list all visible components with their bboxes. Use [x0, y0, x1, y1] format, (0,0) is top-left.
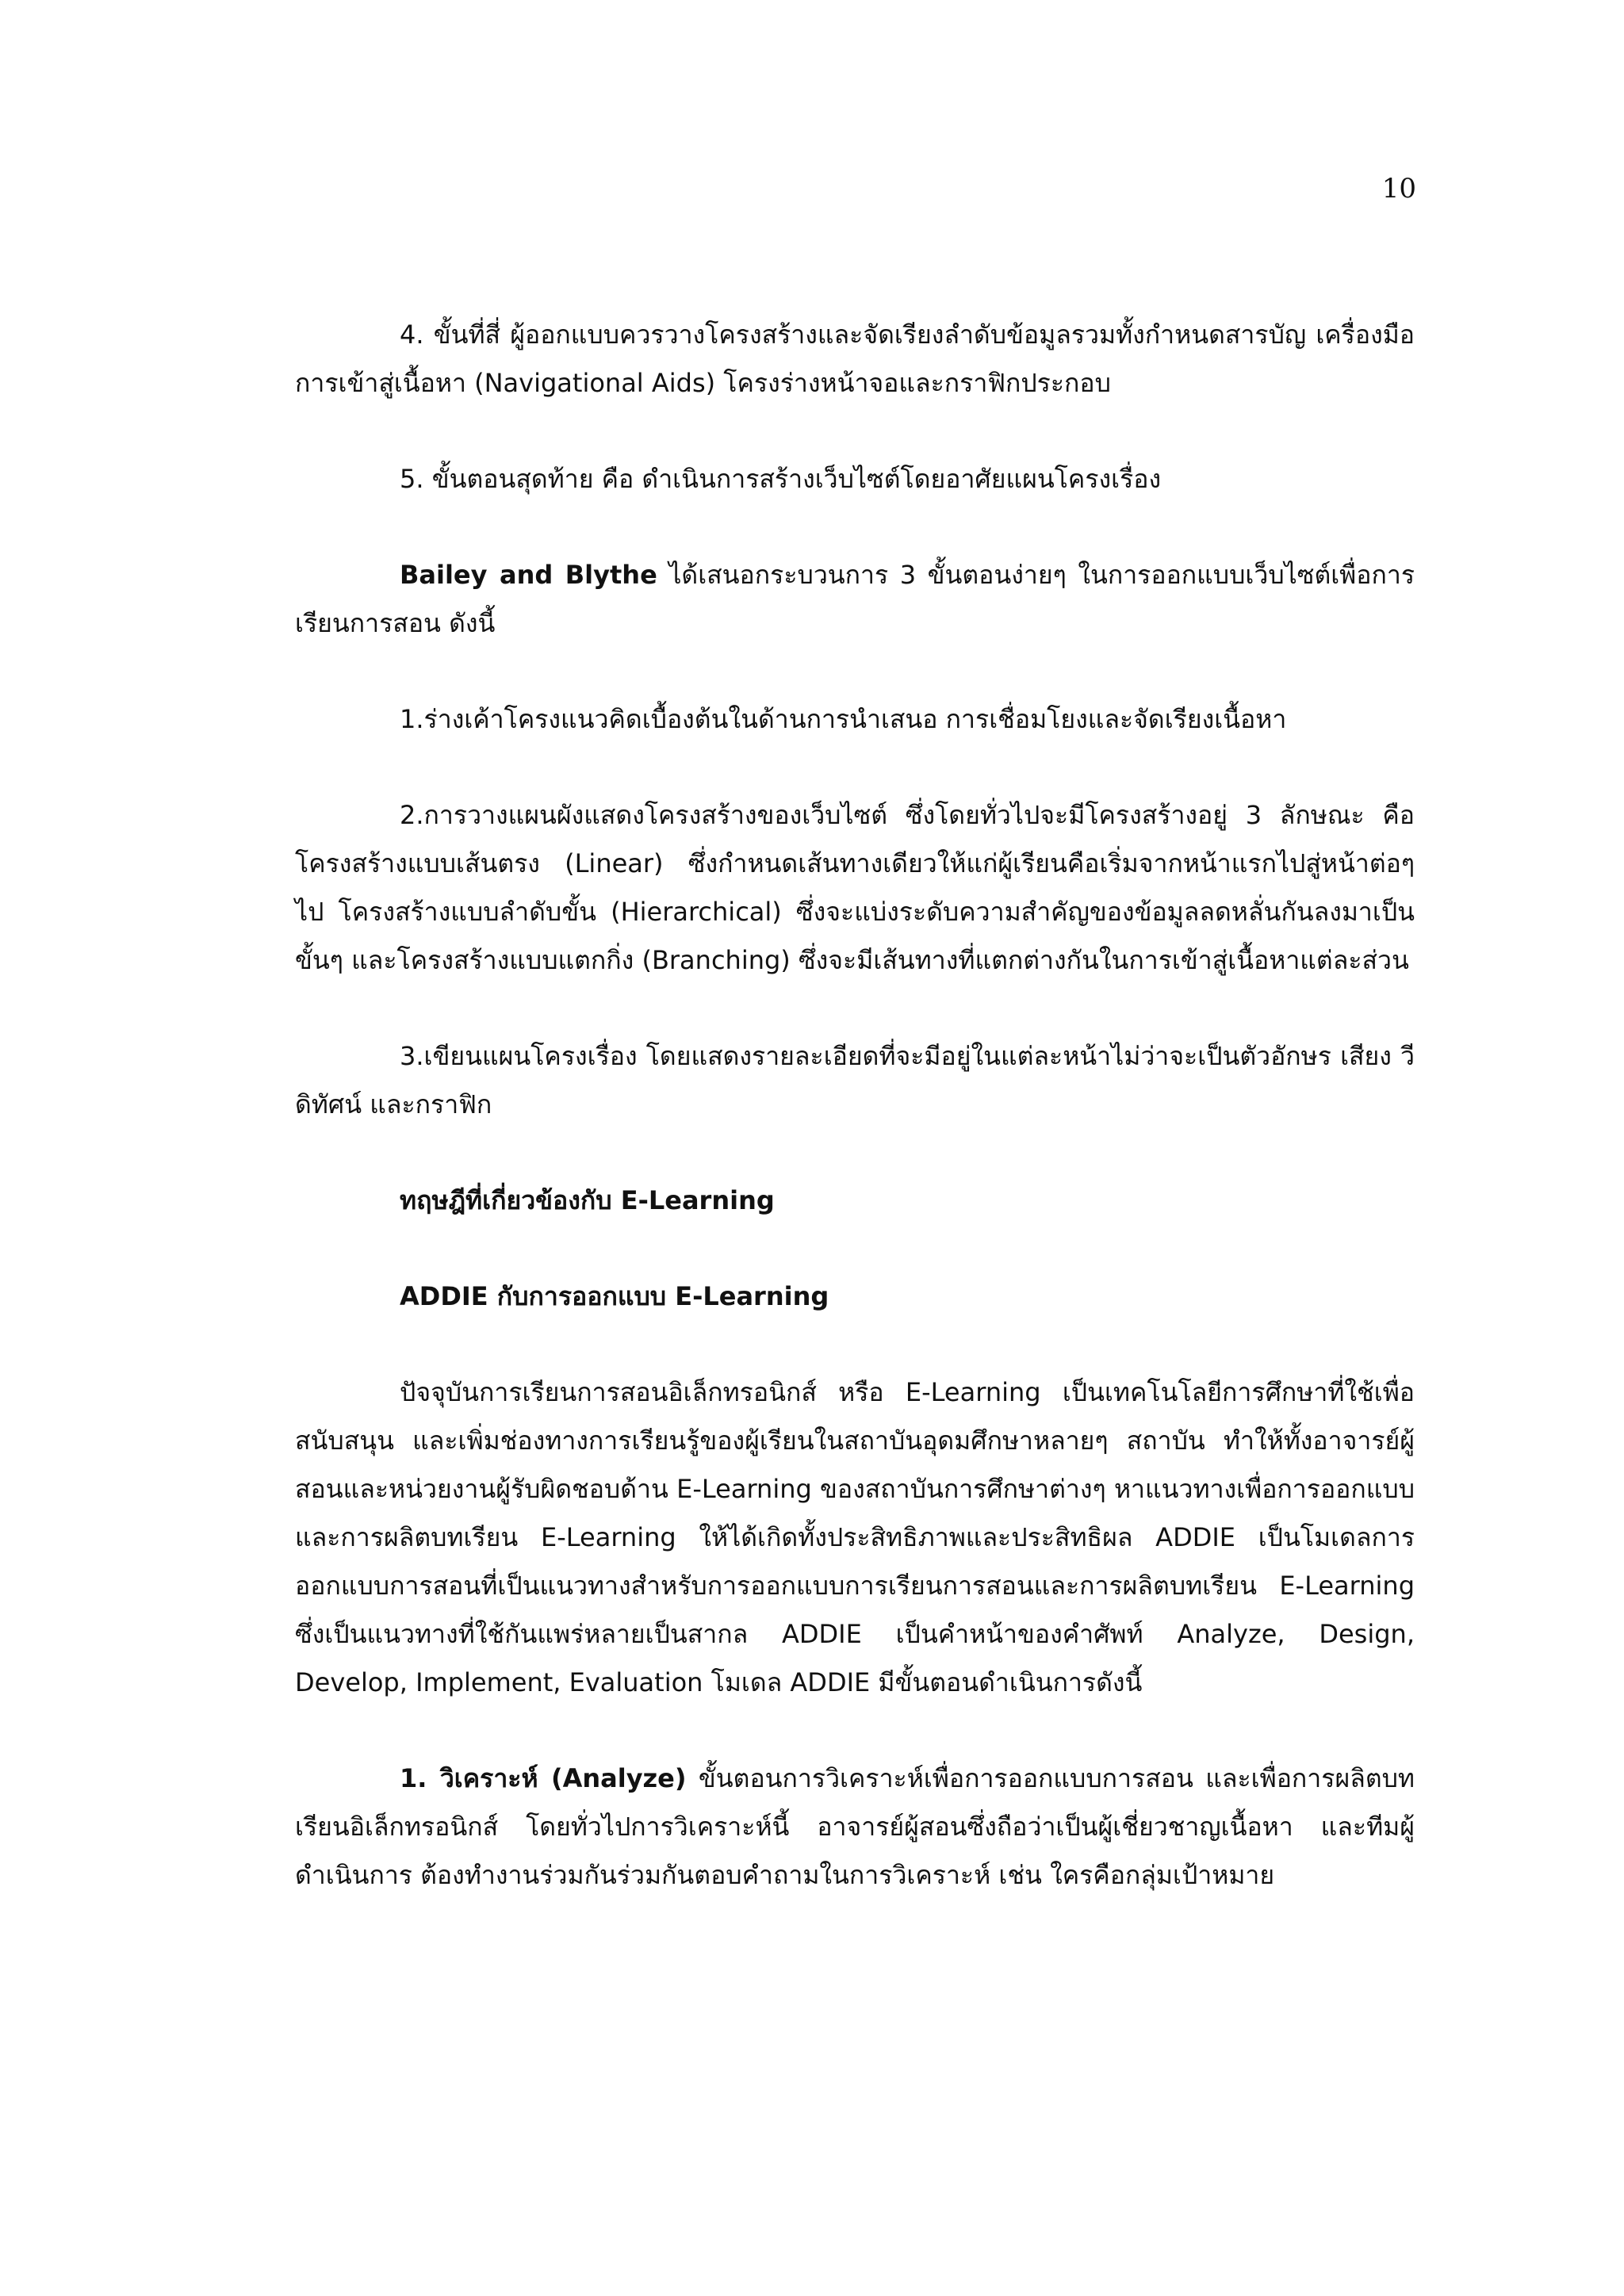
paragraph-step-4: 4. ขั้นที่สี่ ผู้ออกแบบควรวางโครงสร้างและจัดเรียงลำดับข้อมูลรวมทั้งกำหนดสารบัญ เครื่องมือ การเข้าสู่เนื้อหา (Navigational Aids) โครงร่างหน้าจอและกราฟิกประกอบ: [295, 320, 1415, 398]
paragraph-step-5: 5. ขั้นตอนสุดท้าย คือ ดำเนินการสร้างเว็บไซต์โดยอาศัยแผนโครงเรื่อง: [400, 464, 1162, 494]
page-number: 10: [1381, 173, 1416, 205]
paragraph-bb-step-3: 3.เขียนแผนโครงเรื่อง โดยแสดงรายละเอียดที่จะมีอยู่ในแต่ละหน้าไม่ว่าจะเป็นตัวอักษร เสียง วีดิทัศน์ และกราฟิก: [295, 1041, 1415, 1119]
paragraph-bailey-blythe: [295, 551, 1415, 648]
document-body: [295, 311, 1415, 1900]
section-heading-elearning-theory: ทฤษฎีที่เกี่ยวข้องกับ E-Learning: [400, 1185, 775, 1215]
analyze-text: ขั้นตอนการวิเคราะห์เพื่อการออกแบบการสอน และเพื่อการผลิตบทเรียนอิเล็กทรอนิกส์ โดยทั่วไปการวิเคราะห์นี้ อาจารย์ผู้สอนซึ่งถือว่าเป็นผู้เชี่ยวชาญเนื้อหา และทีมผู้ดำเนินการ ต้องทำงานร่วมกันร่วมกันตอบคำถามในการวิเคราะห์ เช่น ใครคือกลุ่มเป้าหมาย: [295, 1763, 1415, 1890]
section-heading-addie: ADDIE กับการออกแบบ E-Learning: [400, 1281, 829, 1311]
analyze-title: 1. วิเคราะห์ (Analyze): [400, 1763, 687, 1793]
paragraph-bb-step-2: 2.การวางแผนผังแสดงโครงสร้างของเว็บไซต์ ซึ่งโดยทั่วไปจะมีโครงสร้างอยู่ 3 ลักษณะ คือ โครงสร้างแบบเส้นตรง (Linear) ซึ่งกำหนดเส้นทางเดียวให้แก่ผู้เรียนคือเริ่มจากหน้าแรกไปสู่หน้าต่อๆ ไป โครงสร้างแบบลำดับขั้น (Hierarchical) ซึ่งจะแบ่งระดับความสำคัญของข้อมูลลดหลั่นกันลงมาเป็นขั้นๆ และโครงสร้างแบบแตกกิ่ง (Branching) ซึ่งจะมีเส้นทางที่แตกต่างกันในการเข้าสู่เนื้อหาแต่ละส่วน: [295, 800, 1415, 975]
paragraph-bb-step-1: 1.ร่างเค้าโครงแนวคิดเบื้องต้นในด้านการนำเสนอ การเชื่อมโยงและจัดเรียงเนื้อหา: [400, 704, 1287, 734]
bailey-blythe-name: Bailey and Blythe: [400, 560, 657, 590]
bailey-blythe-text: ได้เสนอกระบวนการ 3 ขั้นตอนง่ายๆ ในการออกแบบเว็บไซต์เพื่อการเรียนการสอน ดังนี้: [295, 560, 1415, 638]
paragraph-analyze: [295, 1755, 1415, 1900]
paragraph-addie-intro: ปัจจุบันการเรียนการสอนอิเล็กทรอนิกส์ หรือ E-Learning เป็นเทคโนโลยีการศึกษาที่ใช้เพื่อสนับสนุน และเพิ่มช่องทางการเรียนรู้ของผู้เรียนในสถาบันอุดมศึกษาหลายๆ สถาบัน ทำให้ทั้งอาจารย์ผู้สอนและหน่วยงานผู้รับผิดชอบด้าน E-Learning ของสถาบันการศึกษาต่างๆ หาแนวทางเพื่อการออกแบบและการผลิตบทเรียน E-Learning ให้ได้เกิดทั้งประสิทธิภาพและประสิทธิผล ADDIE เป็นโมเดลการออกแบบการสอนที่เป็นแนวทางสำหรับการออกแบบการเรียนการสอนและการผลิตบทเรียน E-Learning ซึ่งเป็นแนวทางที่ใช้กันแพร่หลายเป็นสากล ADDIE เป็นคำหน้าของคำศัพท์ Analyze, Design, Develop, Implement, Evaluation โมเดล ADDIE มีขั้นตอนดำเนินการดังนี้: [295, 1377, 1415, 1697]
